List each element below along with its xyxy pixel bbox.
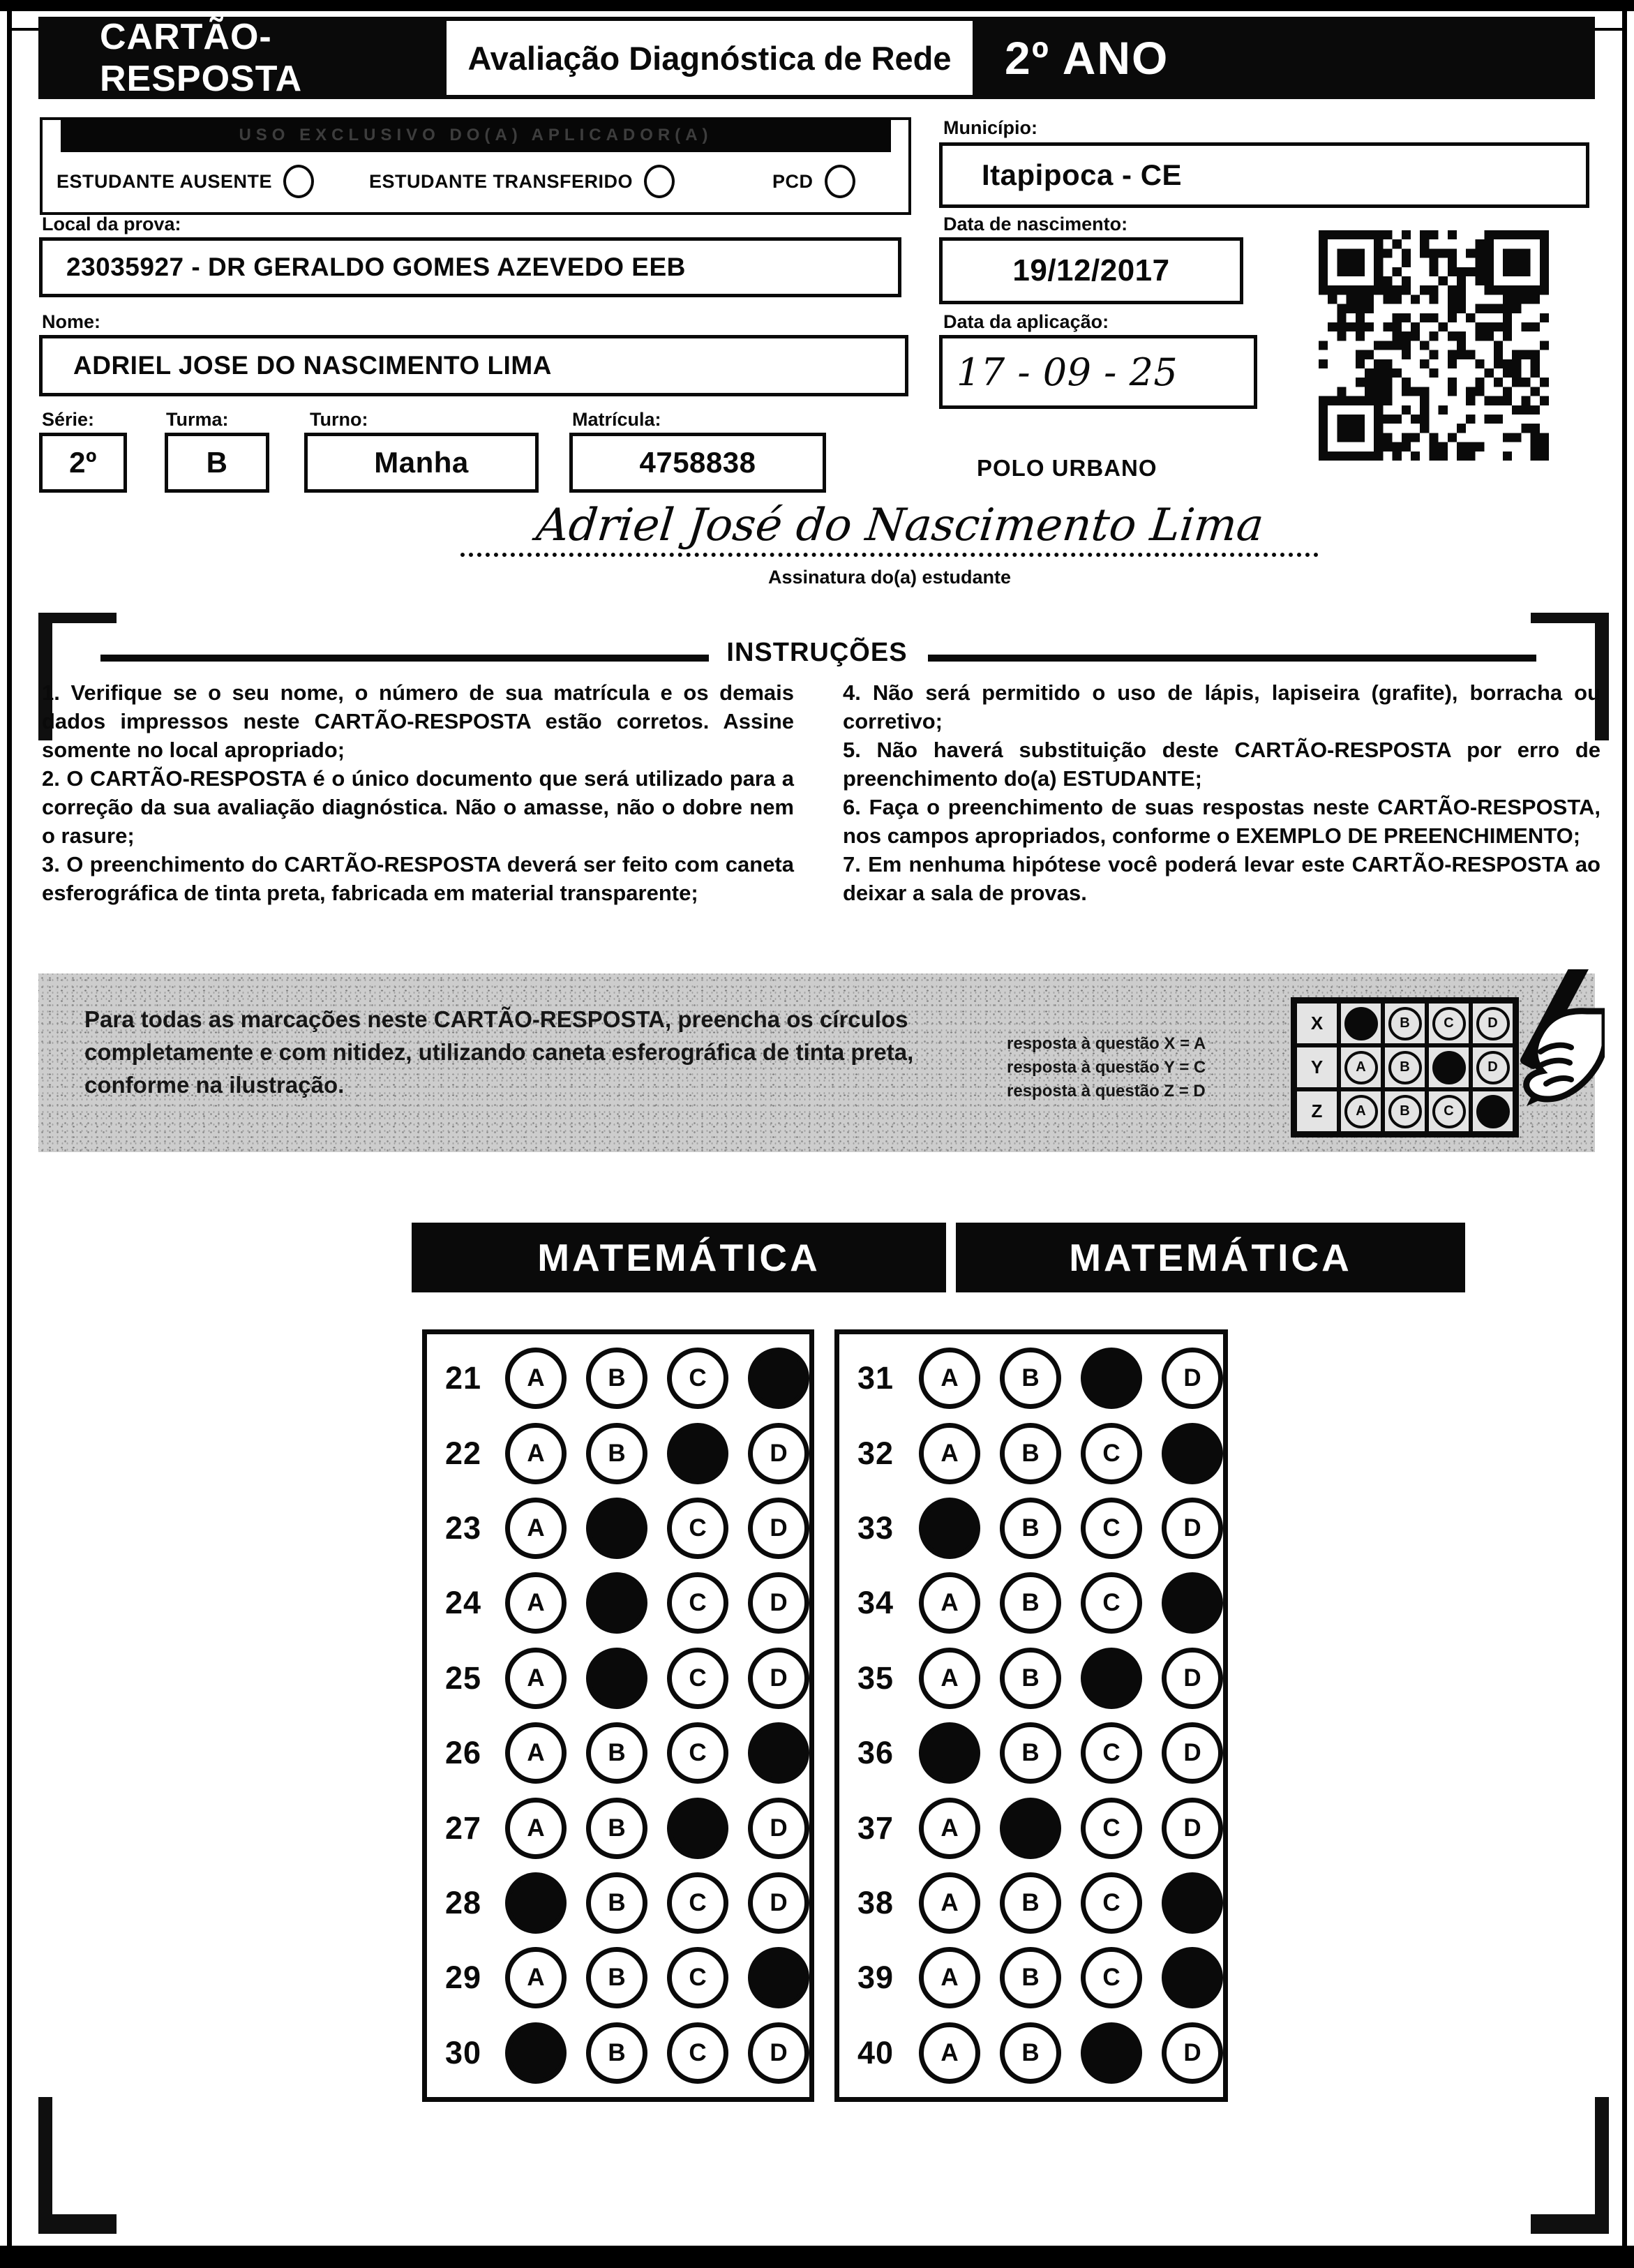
student-status-box: [40, 117, 911, 215]
checkbox-estudante-transferido: [369, 154, 675, 209]
bubble-q34-b[interactable]: B: [1000, 1572, 1061, 1634]
question-row-22: [427, 1423, 809, 1484]
example-legend-line: resposta à questão X = A: [1007, 1034, 1206, 1053]
bubble-q21-c[interactable]: C: [667, 1348, 728, 1409]
bubble-q32-b[interactable]: B: [1000, 1423, 1061, 1484]
bubble-q28-c[interactable]: C: [667, 1872, 728, 1934]
bubble-q38-d[interactable]: [1162, 1872, 1223, 1934]
serie-label: Série:: [42, 409, 95, 430]
instructions-right: [843, 678, 1601, 907]
answer-grid-21-30: [422, 1329, 814, 2102]
bubble-q33-a[interactable]: [919, 1498, 980, 1559]
answer-grid-31-40: [834, 1329, 1228, 2102]
bubble-q27-b[interactable]: B: [586, 1798, 647, 1859]
question-number: 40: [857, 2034, 894, 2071]
bubble-q26-b[interactable]: B: [586, 1722, 647, 1784]
bubble-q39-b[interactable]: B: [1000, 1947, 1061, 2008]
checkbox-estudante-ausente: [57, 154, 314, 209]
bubble-q35-a[interactable]: A: [919, 1648, 980, 1709]
bubble-q25-b[interactable]: [586, 1648, 647, 1709]
turno-label: Turno:: [310, 409, 368, 430]
example-cell: [1339, 1089, 1383, 1133]
local-da-prova-label: Local da prova:: [42, 214, 181, 234]
example-cell: [1383, 1089, 1427, 1133]
question-number: 37: [857, 1810, 894, 1846]
bubble-q34-c[interactable]: C: [1081, 1572, 1142, 1634]
data-nascimento-value: 19/12/2017: [1012, 253, 1170, 288]
bubble-q27-a[interactable]: A: [505, 1798, 567, 1859]
bubble-q22-b[interactable]: B: [586, 1423, 647, 1484]
checkbox-row: [43, 154, 908, 209]
serie-box: [39, 433, 127, 493]
example-bubble-y-a[interactable]: A: [1344, 1051, 1378, 1084]
question-row-40: [839, 2022, 1223, 2084]
example-bubble-x-b[interactable]: B: [1388, 1007, 1422, 1040]
example-legend-line: resposta à questão Y = C: [1007, 1058, 1206, 1077]
assessment-title: Avaliação Diagnóstica de Rede: [447, 21, 973, 95]
bubble-q21-d[interactable]: [748, 1348, 809, 1409]
bubble-q40-a[interactable]: A: [919, 2022, 980, 2084]
municipio-label: Município:: [943, 117, 1037, 138]
bubble-q24-d[interactable]: D: [748, 1572, 809, 1634]
nome-value: ADRIEL JOSE DO NASCIMENTO LIMA: [73, 351, 552, 380]
bubble-q32-a[interactable]: A: [919, 1423, 980, 1484]
data-nascimento-label: Data de nascimento:: [943, 214, 1128, 234]
bubble-q37-b[interactable]: [1000, 1798, 1061, 1859]
page-right-edge: [1622, 0, 1627, 2268]
bubble-q31-c[interactable]: [1081, 1348, 1142, 1409]
example-bubble-x-d[interactable]: D: [1476, 1007, 1510, 1040]
question-row-34: [839, 1572, 1223, 1634]
example-legend-line: resposta à questão Z = D: [1007, 1082, 1206, 1101]
section-header-matematica-2: MATEMÁTICA: [956, 1223, 1465, 1292]
bubble-q38-a[interactable]: A: [919, 1872, 980, 1934]
applicator-bar: [61, 119, 891, 152]
question-number: 21: [445, 1360, 482, 1396]
bubble-q35-b[interactable]: B: [1000, 1648, 1061, 1709]
hand-with-pen-icon: [1444, 969, 1605, 1144]
question-number: 27: [445, 1810, 482, 1846]
question-number: 35: [857, 1659, 894, 1696]
bubble-q37-d[interactable]: D: [1162, 1798, 1223, 1859]
bubble-q33-b[interactable]: B: [1000, 1498, 1061, 1559]
example-bubble-x-a[interactable]: [1344, 1007, 1378, 1040]
example-cell: [1383, 1045, 1427, 1089]
bubble-q26-a[interactable]: A: [505, 1722, 567, 1784]
bubble-q39-a[interactable]: A: [919, 1947, 980, 2008]
bubble-q35-d[interactable]: D: [1162, 1648, 1223, 1709]
bubble-q40-c[interactable]: [1081, 2022, 1142, 2084]
checkbox-circle[interactable]: [825, 165, 855, 198]
bubble-q21-a[interactable]: A: [505, 1348, 567, 1409]
bubble-q28-a[interactable]: [505, 1872, 567, 1934]
question-number: 24: [445, 1585, 482, 1621]
checkbox-circle[interactable]: [644, 165, 675, 198]
data-aplicacao-handwritten: 17 - 09 - 25: [957, 350, 1178, 394]
bubble-q23-c[interactable]: C: [667, 1498, 728, 1559]
bubble-q23-d[interactable]: D: [748, 1498, 809, 1559]
bubble-q36-b[interactable]: B: [1000, 1722, 1061, 1784]
question-row-39: [839, 1947, 1223, 2008]
example-text: Para todas as marcações neste CARTÃO-RESPOSTA, preencha os círculos completamente e com nitidez, utilizando caneta esferográfica de tinta preta, conforme na ilustração.: [84, 1006, 914, 1098]
nome-box: [39, 335, 908, 396]
turma-box: [165, 433, 269, 493]
matricula-label: Matrícula:: [572, 409, 661, 430]
example-row-label: X: [1295, 1001, 1339, 1045]
example-bubble-z-c[interactable]: C: [1432, 1095, 1466, 1128]
page-top-bar: [0, 0, 1634, 11]
question-number: 39: [857, 1960, 894, 1996]
bubble-q25-d[interactable]: D: [748, 1648, 809, 1709]
question-row-26: [427, 1722, 809, 1784]
bubble-q31-b[interactable]: B: [1000, 1348, 1061, 1409]
checkbox-circle[interactable]: [283, 165, 314, 198]
turma-value: B: [206, 446, 228, 479]
instructions-rule-left: [100, 655, 709, 662]
bubble-q22-d[interactable]: D: [748, 1423, 809, 1484]
question-number: 26: [445, 1735, 482, 1771]
question-number: 34: [857, 1585, 894, 1621]
example-band: [38, 973, 1595, 1152]
page-left-edge: [7, 0, 12, 2268]
section-header-matematica-1: MATEMÁTICA: [412, 1223, 946, 1292]
bubble-q33-d[interactable]: D: [1162, 1498, 1223, 1559]
question-number: 30: [445, 2034, 482, 2071]
question-number: 22: [445, 1435, 482, 1471]
question-number: 38: [857, 1884, 894, 1920]
example-bubble-z-a[interactable]: A: [1344, 1095, 1378, 1128]
page-bottom-bar: [0, 2246, 1634, 2268]
question-number: 29: [445, 1960, 482, 1996]
bubble-q38-c[interactable]: C: [1081, 1872, 1142, 1934]
signature-line: [460, 553, 1319, 557]
bubble-q26-d[interactable]: [748, 1722, 809, 1784]
bubble-q25-a[interactable]: A: [505, 1648, 567, 1709]
instruction-item: 4. Não será permitido o uso de lápis, lapiseira (grafite), borracha ou corretivo;: [843, 680, 1601, 733]
example-bubble-z-b[interactable]: B: [1388, 1095, 1422, 1128]
bubble-q27-c[interactable]: [667, 1798, 728, 1859]
question-row-30: [427, 2022, 809, 2084]
bubble-q23-a[interactable]: A: [505, 1498, 567, 1559]
turno-value: Manha: [374, 446, 469, 479]
instructions-left: [42, 678, 794, 907]
bubble-q37-c[interactable]: C: [1081, 1798, 1142, 1859]
instruction-item: 2. O CARTÃO-RESPOSTA é o único documento que será utilizado para a correção da sua avaliação diagnóstica. Não o amasse, não o dobre nem o rasure;: [42, 766, 794, 848]
example-legend: [1007, 1032, 1272, 1103]
nome-label: Nome:: [42, 311, 101, 332]
instruction-item: 3. O preenchimento do CARTÃO-RESPOSTA deverá ser feito com caneta esferográfica de tinta preta, fabricada em material transparente;: [42, 852, 794, 905]
question-row-37: [839, 1798, 1223, 1859]
example-bubble-y-b[interactable]: B: [1388, 1051, 1422, 1084]
question-row-21: [427, 1348, 809, 1409]
question-number: 36: [857, 1735, 894, 1771]
bubble-q21-b[interactable]: B: [586, 1348, 647, 1409]
data-aplicacao-box: [939, 335, 1257, 409]
bubble-q25-c[interactable]: C: [667, 1648, 728, 1709]
municipio-value: Itapipoca - CE: [982, 158, 1183, 191]
bubble-q30-b[interactable]: B: [586, 2022, 647, 2084]
bubble-q40-d[interactable]: D: [1162, 2022, 1223, 2084]
bubble-q36-a[interactable]: [919, 1722, 980, 1784]
question-number: 33: [857, 1510, 894, 1546]
matricula-value: 4758838: [639, 446, 756, 479]
turma-label: Turma:: [166, 409, 229, 430]
example-bubble-x-c[interactable]: C: [1432, 1007, 1466, 1040]
student-signature-handwritten: Adriel José do Nascimento Lima: [534, 500, 1266, 551]
instructions-rule-right: [928, 655, 1536, 662]
question-number: 25: [445, 1659, 482, 1696]
instruction-item: 7. Em nenhuma hipótese você poderá levar este CARTÃO-RESPOSTA ao deixar a sala de provas.: [843, 852, 1601, 905]
example-row-label: Z: [1295, 1089, 1339, 1133]
example-cell: [1383, 1001, 1427, 1045]
qr-code: [1319, 230, 1549, 461]
bubble-q22-c[interactable]: [667, 1423, 728, 1484]
bubble-q24-c[interactable]: C: [667, 1572, 728, 1634]
question-row-29: [427, 1947, 809, 2008]
instruction-item: 1. Verifique se o seu nome, o número de sua matrícula e os demais dados impressos neste CARTÃO-RESPOSTA estão corretos. Assine somente no local apropriado;: [42, 680, 794, 762]
bubble-q31-a[interactable]: A: [919, 1348, 980, 1409]
bubble-q29-c[interactable]: C: [667, 1947, 728, 2008]
question-number: 23: [445, 1510, 482, 1546]
polo-urbano-label: POLO URBANO: [977, 455, 1157, 481]
question-row-33: [839, 1498, 1223, 1559]
question-row-38: [839, 1872, 1223, 1934]
bubble-q34-d[interactable]: [1162, 1572, 1223, 1634]
bubble-q36-d[interactable]: D: [1162, 1722, 1223, 1784]
bubble-q30-c[interactable]: C: [667, 2022, 728, 2084]
checkbox-pcd: [772, 154, 855, 209]
bubble-q29-d[interactable]: [748, 1947, 809, 2008]
instruction-item: 5. Não haverá substituição deste CARTÃO-RESPOSTA por erro de preenchimento do(a) ESTUDANTE;: [843, 738, 1601, 791]
bubble-q28-b[interactable]: B: [586, 1872, 647, 1934]
bubble-q23-b[interactable]: [586, 1498, 647, 1559]
local-da-prova-box: [39, 237, 901, 297]
grade-label: 2º ANO: [1005, 32, 1169, 84]
instructions-title: INSTRUÇÕES: [726, 638, 908, 667]
local-da-prova-value: 23035927 - DR GERALDO GOMES AZEVEDO EEB: [66, 253, 686, 281]
question-row-27: [427, 1798, 809, 1859]
bubble-q30-d[interactable]: D: [748, 2022, 809, 2084]
question-row-24: [427, 1572, 809, 1634]
data-nascimento-box: [939, 237, 1243, 304]
checkbox-label: PCD: [772, 170, 814, 192]
question-row-35: [839, 1648, 1223, 1709]
bubble-q27-d[interactable]: D: [748, 1798, 809, 1859]
instruction-item: 6. Faça o preenchimento de suas respostas neste CARTÃO-RESPOSTA, nos campos apropriados, conforme o EXEMPLO DE PREENCHIMENTO;: [843, 795, 1601, 848]
serie-value: 2º: [69, 446, 97, 479]
bubble-q30-a[interactable]: [505, 2022, 567, 2084]
question-row-32: [839, 1423, 1223, 1484]
bubble-q34-a[interactable]: A: [919, 1572, 980, 1634]
question-row-31: [839, 1348, 1223, 1409]
bubble-q40-b[interactable]: B: [1000, 2022, 1061, 2084]
checkbox-label: ESTUDANTE TRANSFERIDO: [369, 170, 634, 192]
card-title: CARTÃO-RESPOSTA: [100, 17, 303, 99]
question-number: 32: [857, 1435, 894, 1471]
corner-mark-bottom-right: [1531, 2097, 1609, 2234]
example-row-label: Y: [1295, 1045, 1339, 1089]
applicator-bar-text: USO EXCLUSIVO DO(A) APLICADOR(A): [239, 126, 713, 144]
bubble-q24-a[interactable]: A: [505, 1572, 567, 1634]
question-number: 31: [857, 1360, 894, 1396]
turno-box: [304, 433, 539, 493]
data-aplicacao-label: Data da aplicação:: [943, 311, 1109, 332]
bubble-q36-c[interactable]: C: [1081, 1722, 1142, 1784]
example-cell: [1339, 1001, 1383, 1045]
bubble-q24-b[interactable]: [586, 1572, 647, 1634]
example-bubble-y-d[interactable]: D: [1476, 1051, 1510, 1084]
bubble-q28-d[interactable]: D: [748, 1872, 809, 1934]
corner-mark-bottom-left: [38, 2097, 117, 2234]
signature-label: Assinatura do(a) estudante: [767, 567, 1012, 588]
header: [38, 17, 1595, 99]
bubble-q29-a[interactable]: A: [505, 1947, 567, 2008]
municipio-box: [939, 142, 1589, 208]
bubble-q39-d[interactable]: [1162, 1947, 1223, 2008]
bubble-q35-c[interactable]: [1081, 1648, 1142, 1709]
question-row-23: [427, 1498, 809, 1559]
question-row-28: [427, 1872, 809, 1934]
question-row-25: [427, 1648, 809, 1709]
checkbox-label: ESTUDANTE AUSENTE: [57, 170, 273, 192]
question-number: 28: [445, 1884, 482, 1920]
bubble-q22-a[interactable]: A: [505, 1423, 567, 1484]
bubble-q38-b[interactable]: B: [1000, 1872, 1061, 1934]
bubble-q33-c[interactable]: C: [1081, 1498, 1142, 1559]
bubble-q32-d[interactable]: [1162, 1423, 1223, 1484]
bubble-q29-b[interactable]: B: [586, 1947, 647, 2008]
bubble-q37-a[interactable]: A: [919, 1798, 980, 1859]
example-cell: [1339, 1045, 1383, 1089]
bubble-q39-c[interactable]: C: [1081, 1947, 1142, 2008]
bubble-q26-c[interactable]: C: [667, 1722, 728, 1784]
matricula-box: [569, 433, 826, 493]
bubble-q32-c[interactable]: C: [1081, 1423, 1142, 1484]
question-row-36: [839, 1722, 1223, 1784]
bubble-q31-d[interactable]: D: [1162, 1348, 1223, 1409]
